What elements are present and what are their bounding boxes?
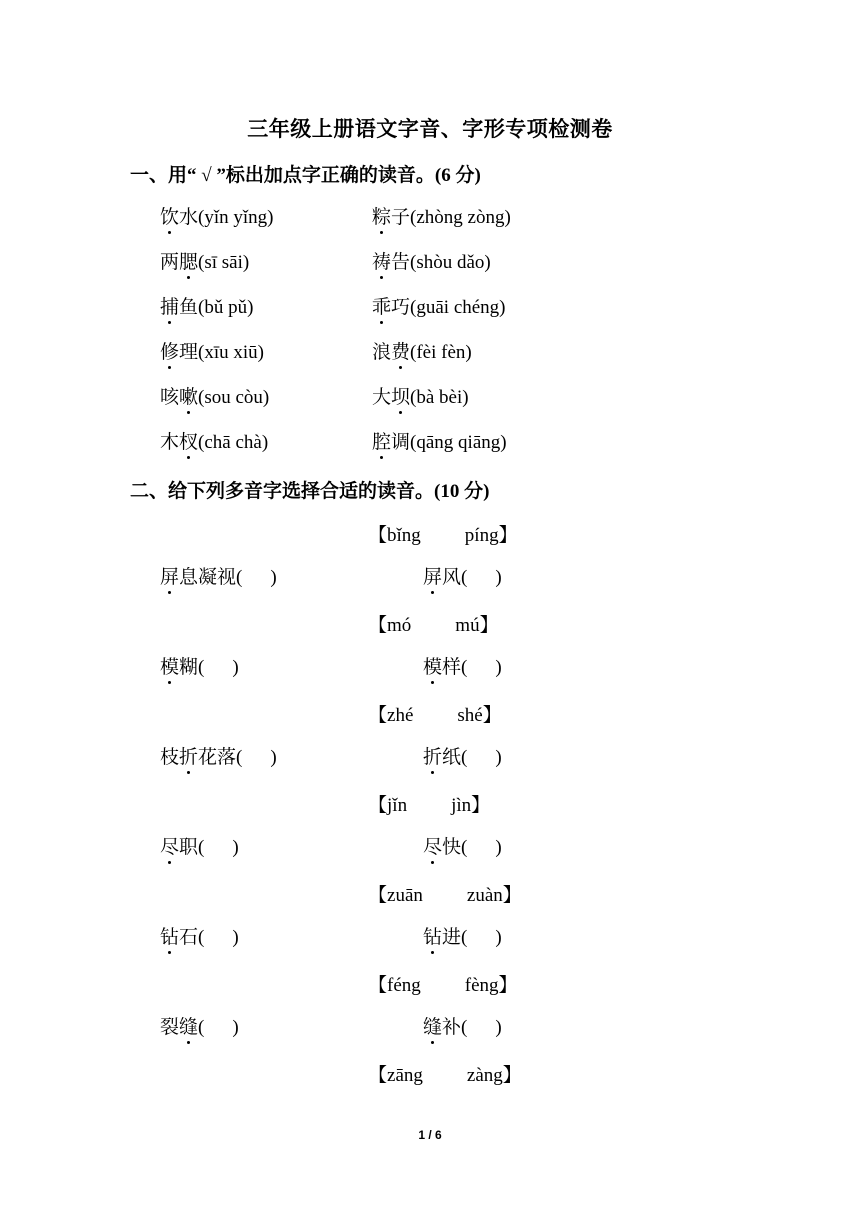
bracket-close: 】 [498,525,518,546]
reading-item [372,292,506,319]
pinyin-option-2: píng [464,525,499,546]
pinyin-choice-bracket [368,520,518,547]
paren-open: ( [236,747,243,768]
reading-item [160,427,268,454]
dotted-character: 饮 [160,202,179,229]
bracket-close: 】 [502,885,522,906]
pinyin-options: (fèi fèn) [410,342,472,363]
pinyin-options: (sī sāi) [198,252,250,273]
paren-close: ) [270,567,277,588]
paren-open: ( [198,657,205,678]
bracket-close: 】 [482,705,502,726]
pinyin-options: (chā chà) [198,432,269,453]
paren-close: ) [495,657,502,678]
word-prefix: 大 [372,387,392,408]
paren-close: ) [232,657,239,678]
pinyin-option-2: shé [457,705,483,726]
dotted-character: 修 [160,337,179,364]
word-right [423,742,502,769]
dotted-character: 粽 [372,202,391,229]
paren-open: ( [198,927,205,948]
word-prefix: 裂 [160,1017,180,1038]
word-rest: 水 [179,207,199,228]
reading-item [372,337,472,364]
word-rest: 子 [391,207,411,228]
word-right [423,652,502,679]
paren-open: ( [461,747,468,768]
word-rest: 石 [179,927,199,948]
dotted-character: 坝 [391,382,410,409]
page-number: 1 / 6 [418,1128,442,1142]
bracket-open: 【 [368,795,388,816]
dotted-character: 乖 [372,292,391,319]
paren-close: ) [270,747,277,768]
pinyin-options: (xīu xiū) [198,342,264,363]
pinyin-option-2: fèng [464,975,499,996]
bracket-open: 【 [368,975,388,996]
word-rest: 调 [391,432,411,453]
paren-close: ) [495,567,502,588]
bracket-open: 【 [368,705,388,726]
pinyin-choice-bracket [368,1060,522,1087]
word-rest: 风 [442,567,462,588]
paren-open: ( [461,567,468,588]
dotted-character: 费 [391,337,410,364]
reading-item [160,292,253,319]
reading-item [160,202,274,229]
bracket-open: 【 [368,615,388,636]
word-left [160,742,277,769]
dotted-character: 杈 [179,427,198,454]
bracket-open: 【 [368,1065,388,1086]
word-rest: 理 [179,342,199,363]
paren-open: ( [461,927,468,948]
word-rest: 息凝视 [179,567,237,588]
pinyin-option-1: mó [387,615,412,636]
paren-open: ( [198,1017,205,1038]
dotted-character: 钻 [160,922,179,949]
word-left [160,562,277,589]
pinyin-option-1: bǐng [387,525,421,546]
dotted-character: 模 [160,652,179,679]
pinyin-options: (sou còu) [198,387,270,408]
word-prefix: 木 [160,432,180,453]
word-right [423,562,502,589]
page-title: 三年级上册语文字音、字形专项检测卷 [247,117,613,141]
pinyin-choice-bracket [368,970,518,997]
pinyin-option-2: zuàn [466,885,503,906]
word-rest: 补 [442,1017,462,1038]
word-prefix: 浪 [372,342,392,363]
paren-open: ( [236,567,243,588]
word-rest: 进 [442,927,462,948]
word-rest: 纸 [442,747,462,768]
word-rest: 糊 [179,657,199,678]
pinyin-choice-bracket [368,700,502,727]
dotted-character: 模 [423,652,442,679]
section-1-heading: 一、用“ √ ”标出加点字正确的读音。(6 分) [130,165,481,186]
dotted-character: 尽 [423,832,442,859]
dotted-character: 缝 [423,1012,442,1039]
paren-close: ) [495,837,502,858]
dotted-character: 嗽 [179,382,198,409]
section-2-heading: 二、给下列多音字选择合适的读音。(10 分) [130,481,490,502]
paren-open: ( [461,1017,468,1038]
reading-item [372,427,507,454]
dotted-character: 折 [423,742,442,769]
paren-open: ( [198,837,205,858]
bracket-close: 】 [498,975,518,996]
word-left [160,922,239,949]
pinyin-option-1: zuān [387,885,423,906]
dotted-character: 折 [179,742,198,769]
paren-close: ) [232,1017,239,1038]
dotted-character: 屏 [423,562,442,589]
pinyin-choice-bracket [368,610,499,637]
pinyin-options: (zhòng zòng) [410,207,511,228]
word-right [423,922,502,949]
bracket-open: 【 [368,525,388,546]
word-prefix: 咳 [160,387,180,408]
pinyin-options: (bà bèi) [410,387,469,408]
dotted-character: 腔 [372,427,391,454]
word-rest: 职 [179,837,199,858]
word-left [160,832,239,859]
paren-open: ( [461,837,468,858]
pinyin-choice-bracket [368,790,490,817]
word-prefix: 枝 [160,747,180,768]
dotted-character: 祷 [372,247,391,274]
paren-close: ) [232,837,239,858]
pinyin-choice-bracket [368,880,522,907]
dotted-character: 钻 [423,922,442,949]
reading-item [160,382,269,409]
dotted-character: 屏 [160,562,179,589]
paren-close: ) [232,927,239,948]
pinyin-options: (guāi chéng) [410,297,506,318]
reading-item [372,247,491,274]
dotted-character: 尽 [160,832,179,859]
dotted-character: 捕 [160,292,179,319]
reading-item [372,202,511,229]
word-rest: 花落 [198,747,237,768]
dotted-character: 腮 [179,247,198,274]
pinyin-option-2: zàng [466,1065,503,1086]
pinyin-option-1: zāng [387,1065,423,1086]
reading-item [160,337,264,364]
word-rest: 巧 [391,297,411,318]
reading-item [372,382,469,409]
pinyin-options: (yǐn yǐng) [198,207,274,228]
word-prefix: 两 [160,252,180,273]
bracket-close: 】 [471,795,491,816]
pinyin-option-1: féng [387,975,421,996]
pinyin-option-1: jǐn [387,795,408,816]
pinyin-option-1: zhé [387,705,414,726]
dotted-character: 缝 [179,1012,198,1039]
paren-close: ) [495,747,502,768]
bracket-open: 【 [368,885,388,906]
paren-close: ) [495,927,502,948]
word-right [423,832,502,859]
word-rest: 鱼 [179,297,199,318]
word-left [160,652,239,679]
pinyin-options: (qāng qiāng) [410,432,507,453]
pinyin-option-2: jìn [451,795,472,816]
reading-item [160,247,249,274]
pinyin-options: (bǔ pǔ) [198,297,254,318]
paren-close: ) [495,1017,502,1038]
pinyin-option-2: mú [455,615,480,636]
paren-open: ( [461,657,468,678]
pinyin-options: (shòu dǎo) [410,252,491,273]
word-left [160,1012,239,1039]
bracket-close: 】 [502,1065,522,1086]
word-rest: 样 [442,657,462,678]
word-right [423,1012,502,1039]
word-rest: 快 [442,837,462,858]
word-rest: 告 [391,252,411,273]
bracket-close: 】 [479,615,499,636]
